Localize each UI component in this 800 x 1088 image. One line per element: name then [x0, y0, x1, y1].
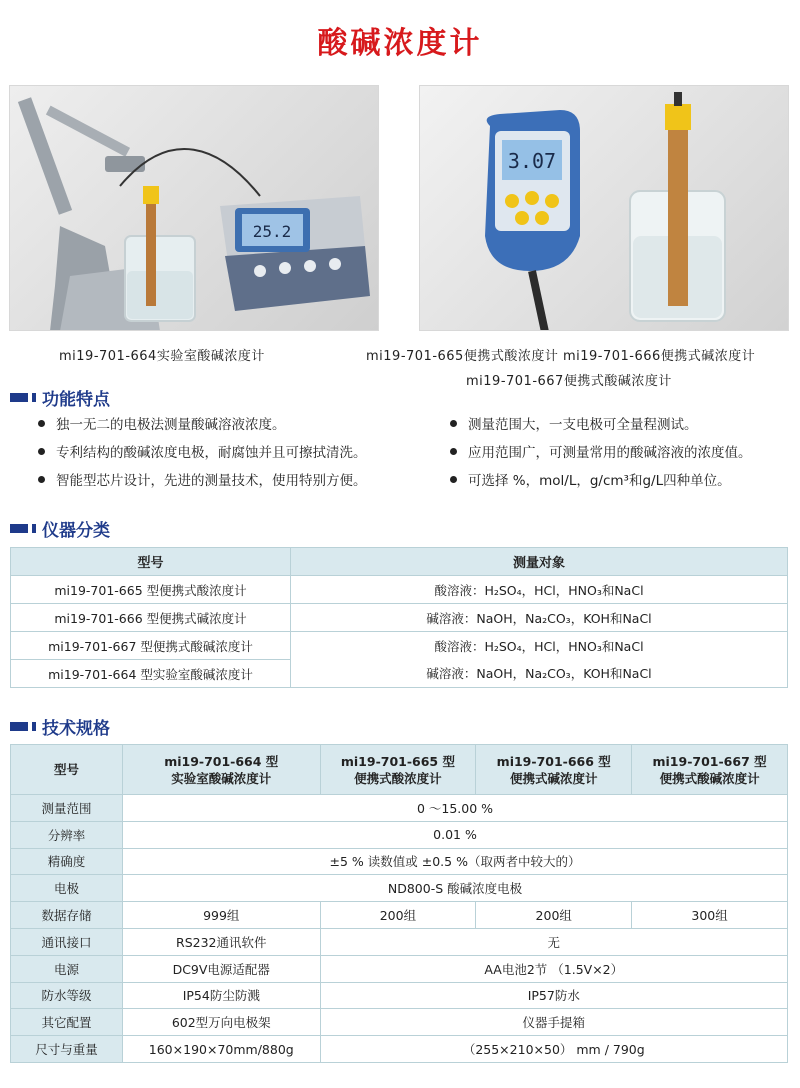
section-marker-icon [10, 524, 32, 533]
classification-title: 仪器分类 [42, 521, 110, 541]
table-row [11, 1036, 788, 1063]
spec-value: 300组 [632, 902, 788, 929]
feature-text: 应用范围广，可测量常用的酸碱溶液的浓度值。 [468, 445, 752, 461]
feature-item [38, 442, 450, 460]
feature-item [450, 442, 778, 460]
target-cell: 碱溶液：NaOH，Na₂CO₃，KOH和NaCl [291, 660, 788, 688]
spec-value: ND800-S 酸碱浓度电极 [123, 875, 788, 902]
specs-table [10, 744, 788, 1063]
caption-right-line1: mi19-701-665便携式酸浓度计 mi19-701-666便携式碱浓度计 [366, 349, 756, 364]
row-label: 防水等级 [11, 982, 123, 1009]
spec-value: 0 ～15.00 % [123, 795, 788, 822]
feature-text: 测量范围大，一支电极可全量程测试。 [468, 417, 698, 433]
caption-right-line2: mi19-701-667便携式酸碱浓度计 [466, 374, 672, 389]
bullet-icon [450, 420, 457, 427]
table-header-row [11, 745, 788, 795]
table-row [11, 1009, 788, 1036]
feature-text: 独一无二的电极法测量酸碱溶液浓度。 [56, 417, 286, 433]
features-title: 功能特点 [42, 390, 110, 410]
page-title: 酸碱浓度计 [317, 26, 483, 61]
feature-item [38, 470, 450, 488]
table-row [11, 848, 788, 875]
column-header [320, 745, 476, 795]
spec-value: 0.01 % [123, 821, 788, 848]
model-cell: mi19-701-664 型实验室酸碱浓度计 [11, 660, 291, 688]
column-model: mi19-701-667 型 [652, 753, 767, 769]
caption-left: mi19-701-664实验室酸碱浓度计 [59, 349, 265, 364]
spec-value: ±5 % 读数值或 ±0.5 %（取两者中较大的） [123, 848, 788, 875]
specs-header [10, 714, 110, 739]
row-label: 测量范围 [11, 795, 123, 822]
spec-value: 160×190×70mm/880g [123, 1036, 321, 1063]
column-desc: 便携式酸碱浓度计 [659, 770, 760, 786]
table-row [11, 902, 788, 929]
bullet-icon [450, 448, 457, 455]
features-header [10, 385, 110, 410]
spec-value: 仪器手提箱 [320, 1009, 787, 1036]
feature-text: 可选择 %，mol/L，g/cm³和g/L四种单位。 [468, 473, 731, 489]
feature-item [450, 414, 778, 432]
column-desc: 便携式碱浓度计 [509, 770, 598, 786]
row-label: 电极 [11, 875, 123, 902]
column-model: mi19-701-666 型 [496, 753, 611, 769]
portable-meter-display: 3.07 [507, 149, 557, 173]
classification-table [10, 547, 788, 688]
feature-text: 智能型芯片设计，先进的测量技术，使用特别方便。 [56, 473, 367, 489]
column-header [123, 745, 321, 795]
spec-value: 无 [320, 928, 787, 955]
feature-text: 专利结构的酸碱浓度电极，耐腐蚀并且可擦拭清洗。 [56, 445, 367, 461]
column-header: 型号 [11, 548, 291, 576]
target-cell: 酸溶液：H₂SO₄，HCl，HNO₃和NaCl [291, 632, 788, 660]
section-marker-icon [10, 393, 32, 402]
table-header-row [11, 548, 788, 576]
spec-value: 602型万向电极架 [123, 1009, 321, 1036]
column-desc: 实验室酸碱浓度计 [171, 770, 272, 786]
spec-value: DC9V电源适配器 [123, 955, 321, 982]
table-row [11, 660, 788, 688]
features-list [38, 414, 778, 488]
model-cell: mi19-701-665 型便携式酸浓度计 [11, 576, 291, 604]
feature-item [450, 470, 778, 488]
model-header: 型号 [11, 745, 123, 795]
target-cell: 碱溶液：NaOH，Na₂CO₃，KOH和NaCl [291, 604, 788, 632]
table-row [11, 875, 788, 902]
column-header [476, 745, 632, 795]
portable-meter-photo [419, 85, 789, 331]
spec-value: AA电池2节 （1.5V×2） [320, 955, 787, 982]
bullet-icon [38, 420, 45, 427]
column-model: mi19-701-665 型 [340, 753, 455, 769]
table-row [11, 955, 788, 982]
model-cell: mi19-701-667 型便携式酸碱浓度计 [11, 632, 291, 660]
section-marker-icon [10, 722, 32, 731]
table-row [11, 928, 788, 955]
specs-title: 技术规格 [42, 719, 110, 739]
table-row [11, 604, 788, 632]
column-header [632, 745, 788, 795]
table-row [11, 576, 788, 604]
bullet-icon [38, 448, 45, 455]
lab-meter-photo [9, 85, 379, 331]
row-label: 尺寸与重量 [11, 1036, 123, 1063]
column-desc: 便携式酸浓度计 [354, 770, 442, 786]
bullet-icon [450, 476, 457, 483]
column-header: 测量对象 [291, 548, 788, 576]
spec-value: （255×210×50） mm / 790g [320, 1036, 787, 1063]
bullet-icon [38, 476, 45, 483]
row-label: 精确度 [11, 848, 123, 875]
row-label: 电源 [11, 955, 123, 982]
classification-header [10, 516, 110, 541]
spec-value: 200组 [320, 902, 476, 929]
row-label: 通讯接口 [11, 928, 123, 955]
table-row [11, 982, 788, 1009]
spec-value: IP54防尘防溅 [123, 982, 321, 1009]
spec-value: 200组 [476, 902, 632, 929]
target-cell: 酸溶液：H₂SO₄，HCl，HNO₃和NaCl [291, 576, 788, 604]
table-row [11, 632, 788, 660]
feature-item [38, 414, 450, 432]
model-cell: mi19-701-666 型便携式碱浓度计 [11, 604, 291, 632]
row-label: 其它配置 [11, 1009, 123, 1036]
spec-value: 999组 [123, 902, 321, 929]
spec-value: RS232通讯软件 [123, 928, 321, 955]
row-label: 分辨率 [11, 821, 123, 848]
lab-meter-display: 25.2 [252, 222, 292, 241]
table-row [11, 821, 788, 848]
column-model: mi19-701-664 型 [164, 753, 279, 769]
spec-value: IP57防水 [320, 982, 787, 1009]
row-label: 数据存储 [11, 902, 123, 929]
table-row [11, 795, 788, 822]
